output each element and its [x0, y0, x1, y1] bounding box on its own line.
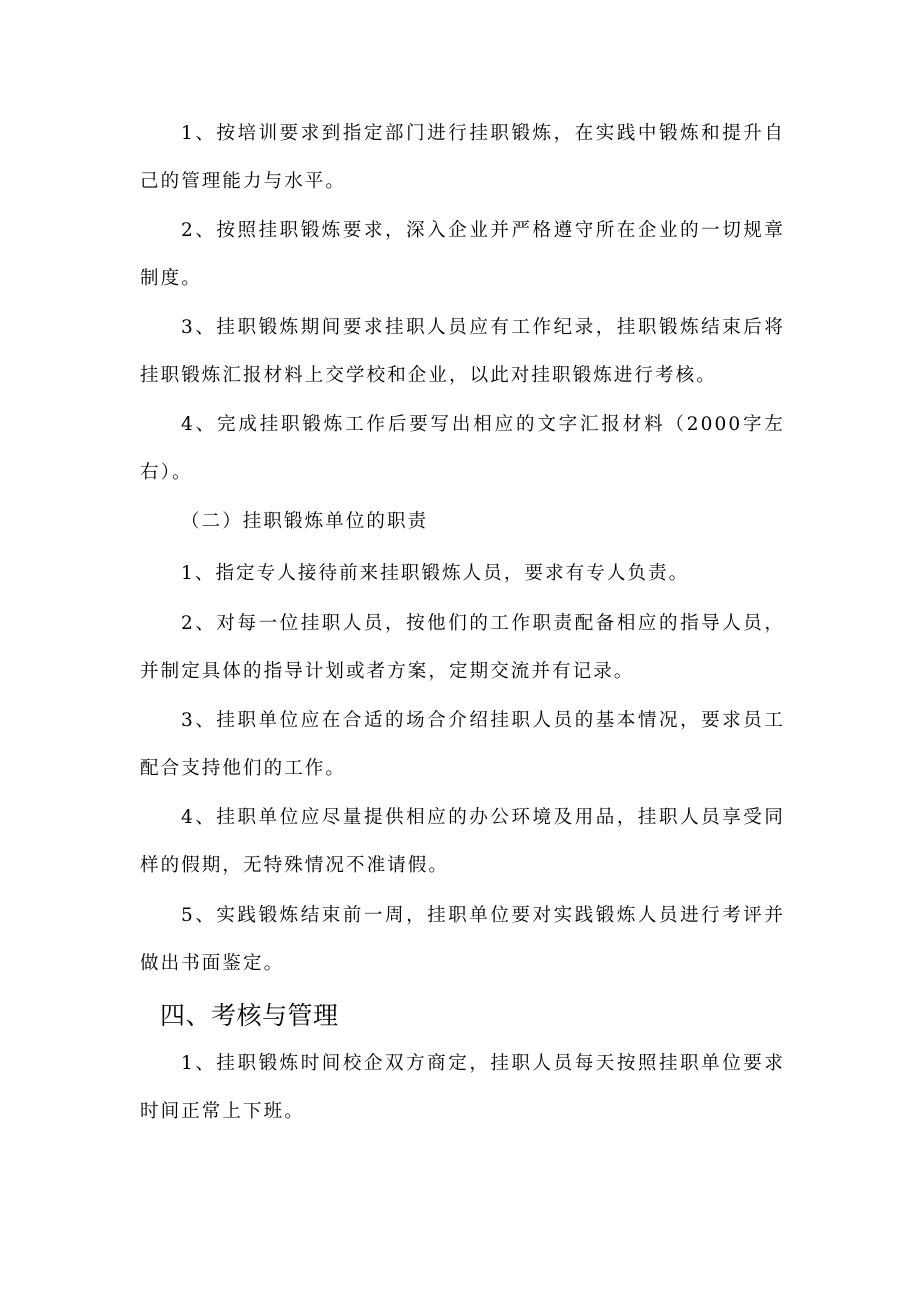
paragraph-unit-3: 3、挂职单位应在合适的场合介绍挂职人员的基本情况，要求员工配合支持他们的工作。	[140, 710, 785, 779]
paragraph-assessment-1: 1、挂职锻炼时间校企双方商定，挂职人员每天按照挂职单位要求时间正常上下班。	[140, 1053, 785, 1122]
paragraph-unit-2: 2、对每一位挂职人员，按他们的工作职责配备相应的指导人员，并制定具体的指导计划或者方案，定期交流并有记录。	[140, 613, 785, 682]
subheading-unit-duties: （二）挂职锻炼单位的职责	[181, 511, 429, 532]
paragraph-unit-1: 1、指定专人接待前来挂职锻炼人员，要求有专人负责。	[181, 563, 690, 584]
section-heading-assessment: 四、考核与管理	[160, 1001, 339, 1030]
paragraph-unit-5: 5、实践锻炼结束前一周，挂职单位要对实践锻炼人员进行考评并做出书面鉴定。	[140, 905, 785, 974]
paragraph-training-1: 1、按培训要求到指定部门进行挂职锻炼，在实践中锻炼和提升自己的管理能力与水平。	[140, 123, 785, 192]
paragraph-training-2: 2、按照挂职锻炼要求，深入企业并严格遵守所在企业的一切规章制度。	[140, 220, 785, 289]
paragraph-training-3: 3、挂职锻炼期间要求挂职人员应有工作纪录，挂职锻炼结束后将挂职锻炼汇报材料上交学校和企业，以此对挂职锻炼进行考核。	[140, 317, 785, 386]
paragraph-unit-4: 4、挂职单位应尽量提供相应的办公环境及用品，挂职人员享受同样的假期，无特殊情况不准请假。	[140, 807, 785, 876]
paragraph-training-4: 4、完成挂职锻炼工作后要写出相应的文字汇报材料（2000字左右）。	[140, 414, 785, 483]
